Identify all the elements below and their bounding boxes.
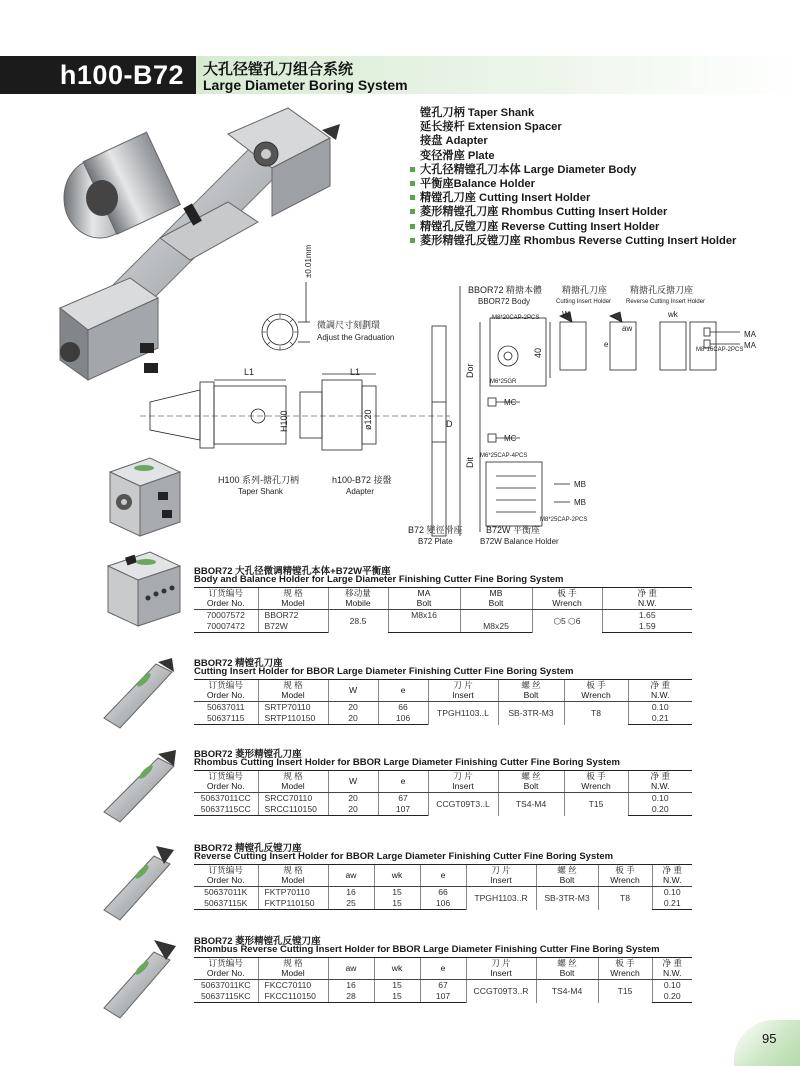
order-no: 50637011KC (200, 980, 251, 990)
ma-bolt-label: MA (744, 330, 756, 339)
d-dimension: D (446, 419, 453, 429)
header-en: N.W. (650, 780, 670, 791)
header-en: Order No. (206, 874, 245, 885)
model: FKCC70110 (258, 980, 328, 992)
wk-dimension: wk (668, 310, 678, 319)
ma-bolt (388, 621, 460, 633)
table-row (194, 980, 692, 992)
header-en: wk (391, 962, 403, 973)
table2-title-en: Cutting Insert Holder for BBOR Large Diameter Finishing Cutter Fine Boring System (194, 666, 574, 677)
header-en: e (400, 684, 406, 695)
table-row (194, 702, 692, 714)
model: FKTP110150 (258, 898, 328, 910)
mb-bolt-label: MB (574, 480, 586, 489)
aw-dimension: aw (622, 324, 633, 333)
page-title-en: Large Diameter Boring System (203, 77, 408, 93)
order-no: 50637011 (206, 702, 245, 712)
component-item: 镗孔刀柄 Taper Shank (420, 107, 535, 119)
wk-value: 15 (374, 991, 420, 1003)
header-en: Order No. (206, 689, 245, 700)
table1-title-cn: BBOR72 大孔径微调精镗孔本体+B72W平衡座 (194, 566, 391, 577)
l1-label: L1 (244, 367, 255, 377)
wrench: T15 (564, 793, 628, 816)
header-en: Bolt (559, 967, 575, 978)
header-en: Model (281, 967, 305, 978)
net-weight: 0.21 (652, 898, 692, 910)
mb-bolt-label: MB (574, 498, 586, 507)
header-en: N.W. (662, 967, 682, 978)
table-row (194, 610, 692, 622)
header-cn: 板 手 (615, 865, 635, 875)
adapter-label-en: Adapter (346, 487, 375, 496)
model: BBOR72 (258, 610, 328, 622)
dia120-dimension: ø120 (363, 409, 373, 430)
insert: CCGT09T3..L (428, 793, 498, 816)
header-en: Bolt (559, 874, 575, 885)
order-no: 50637011CC (200, 793, 251, 803)
header-cn: 订货编号 (208, 771, 243, 781)
header-cn: 移动量 (345, 588, 371, 598)
table2-title-cn: BBOR72 精镗孔刀座 (194, 658, 283, 669)
h100-dimension: H100 (279, 410, 289, 432)
model: SRTP70110 (258, 702, 328, 714)
header-cn: 订货编号 (208, 865, 243, 875)
header-en: e (440, 962, 446, 973)
w-dimension: W (562, 310, 570, 319)
header-cn: 净 重 (650, 771, 671, 781)
header-en: Insert (490, 967, 512, 978)
order-no: 50637115K (194, 898, 258, 910)
dit-dimension: Dit (465, 457, 475, 468)
order-no: 50637115KC (194, 991, 258, 1003)
wk-value: 15 (374, 980, 420, 992)
cutting-holder-label-en: Cutting Insert Holder (556, 299, 612, 305)
net-weight: 0.20 (652, 991, 692, 1003)
balance-holder-image (96, 548, 186, 638)
model: FKTP70110 (258, 887, 328, 899)
header-en: e (400, 775, 406, 786)
model: SRTP110150 (258, 713, 328, 725)
header-en: N.W. (650, 689, 670, 700)
net-weight: 0.10 (652, 887, 692, 899)
graduation-label-cn: 微調尺寸刻劃環 (317, 320, 381, 330)
aw-value: 16 (328, 887, 374, 899)
reverse-holder-label-cn: 精搪孔反搪刀座 (630, 285, 694, 295)
header-cn: 刀 片 (453, 680, 473, 690)
e-value: 107 (378, 804, 428, 816)
header-cn: 板 手 (586, 771, 606, 781)
component-item: 大孔径精镗孔刀本体 Large Diameter Body (420, 163, 736, 177)
header-en: W (348, 775, 358, 786)
header-en: aw (345, 962, 357, 973)
model: SRCC110150 (258, 804, 328, 816)
header-cn: 螺 丝 (521, 680, 541, 690)
bolt: SB-3TR-M3 (498, 702, 564, 725)
table3-title-en: Rhombus Cutting Insert Holder for BBOR Large Diameter Finishing Cutter Fine Boring System (194, 757, 620, 768)
rhombus-reverse-holder-image (96, 934, 186, 1026)
header-en: Insert (452, 780, 474, 791)
component-item: 延长接杆 Extension Spacer (420, 121, 562, 134)
net-weight: 0.10 (652, 980, 692, 992)
header-cn: 刀 片 (491, 958, 511, 968)
wk-value: 15 (374, 887, 420, 899)
header-cn: 板 手 (586, 680, 606, 690)
header-en: Model (281, 597, 305, 608)
header-cn: 订货编号 (208, 680, 243, 690)
component-item: 菱形精镗孔刀座 Rhombus Cutting Insert Holder (420, 205, 736, 219)
series-code: h100-B72 (59, 59, 184, 90)
net-weight: 1.59 (602, 621, 692, 633)
adapter-label-cn: h100-B72 接盤 (332, 475, 392, 485)
header-en: Model (281, 780, 305, 791)
header-en: Wrench (552, 597, 582, 608)
bolt-spec-3: M6*25GR (490, 379, 517, 385)
w-value: 20 (328, 804, 378, 816)
table5-title-cn: BBOR72 菱形精镗孔反镗刀座 (194, 936, 321, 947)
plate-label-en: B72 Plate (418, 537, 453, 546)
header-en: e (440, 869, 446, 880)
header-en: Wrench (581, 689, 611, 700)
cutting-insert-holder-image (96, 656, 186, 736)
header-en: Bolt (523, 689, 539, 700)
net-weight: 0.21 (628, 713, 692, 725)
header-en: aw (345, 869, 357, 880)
mc-bolt-label: MC (504, 398, 517, 407)
order-no: 50637115 (194, 713, 258, 725)
dim40-label: 40 (533, 347, 543, 358)
component-item: 接盘 Adapter (420, 135, 488, 148)
component-item: 变径滑座 Plate (420, 149, 495, 162)
header-cn: 规 格 (283, 588, 303, 598)
table5-title-en: Rhombus Reverse Cutting Insert Holder for BBOR Large Diameter Finishing Cutter Fine Boring System (194, 944, 660, 955)
mobile: 28.5 (328, 610, 388, 633)
ma-bolt: M8x16 (388, 610, 460, 622)
cutting-holder-label-cn: 精搪孔刀座 (562, 285, 608, 295)
header-en: Model (281, 874, 305, 885)
header-cn: 净 重 (637, 588, 658, 598)
e-dimension: e (604, 340, 609, 349)
bolt: TS4-M4 (498, 793, 564, 816)
header-en: Wrench (610, 967, 640, 978)
header-en: Bolt (523, 780, 539, 791)
component-item: 平衡座Balance Holder (420, 177, 736, 191)
header-cn: 螺 丝 (557, 865, 577, 875)
table-row (194, 621, 692, 633)
reverse-insert-holder-table (194, 864, 692, 910)
page-number: 95 (762, 1031, 777, 1046)
table1-title-en: Body and Balance Holder for Large Diameter Finishing Cutter Fine Boring System (194, 574, 564, 585)
wk-value: 15 (374, 898, 420, 910)
header-en: wk (391, 869, 403, 880)
w-value: 20 (328, 702, 378, 714)
body-label-cn: BBOR72 精搪本體 (468, 285, 543, 295)
wrench: ⬡5 ⬡6 (532, 610, 602, 633)
component-item: 菱形精镗孔反镗刀座 Rhombus Reverse Cutting Insert Holder (420, 234, 737, 247)
header-en: Wrench (581, 780, 611, 791)
insert: CCGT09T3..R (466, 980, 536, 1003)
header-cn: 订货编号 (208, 958, 243, 968)
e-value: 66 (378, 702, 428, 714)
aw-value: 28 (328, 991, 374, 1003)
header-cn: 规 格 (283, 865, 303, 875)
body-balance-table (194, 587, 692, 633)
net-weight: 0.10 (628, 793, 692, 805)
rhombus-insert-holder-image (96, 744, 186, 830)
insert: TPGH1103..R (466, 887, 536, 910)
rhombus-reverse-holder-table (194, 957, 692, 1003)
taper-shank-label-cn: H100 系列-搪孔刀柄 (218, 475, 300, 485)
header-cn: 订货编号 (208, 588, 243, 598)
header-en: Bolt (416, 597, 432, 608)
header-cn: 规 格 (283, 680, 303, 690)
w-value: 20 (328, 793, 378, 805)
taper-shank-label-en: Taper Shank (238, 487, 283, 496)
rhombus-insert-holder-table (194, 770, 692, 816)
reverse-insert-holder-image (96, 840, 186, 930)
aw-value: 25 (328, 898, 374, 910)
series-code-badge (0, 56, 196, 94)
page-title-cn: 大孔径镗孔刀组合系统 (203, 61, 354, 78)
balance-label-en: B72W Balance Holder (480, 537, 559, 546)
order-no: 50637115CC (194, 804, 258, 816)
header-cn: MA (417, 588, 431, 598)
header-cn: MB (489, 588, 503, 598)
header-cn: 净 重 (662, 958, 683, 968)
component-item: 精镗孔刀座 Cutting Insert Holder (420, 191, 736, 205)
header-cn: 刀 片 (491, 865, 511, 875)
header-en: Mobile (345, 597, 371, 608)
header-cn: 净 重 (650, 680, 671, 690)
order-no: 50637011K (204, 887, 248, 897)
e-value: 67 (420, 980, 466, 992)
balance-label-cn: B72W 平衡座 (486, 525, 541, 535)
order-no: 70007472 (194, 621, 258, 633)
mb-bolt (460, 610, 532, 622)
wrench: T8 (564, 702, 628, 725)
model: SRCC70110 (258, 793, 328, 805)
l1-label-adapter: L1 (350, 367, 361, 377)
table-row (194, 887, 692, 899)
header-en: Bolt (488, 597, 504, 608)
component-list (420, 106, 736, 248)
table4-title-en: Reverse Cutting Insert Holder for BBOR Large Diameter Finishing Cutter Fine Boring System (194, 851, 614, 862)
bolt-spec-2: M8*16CAP-2PCS (696, 347, 744, 353)
reverse-holder-label-en: Reverse Cutting Insert Holder (626, 299, 706, 305)
model: B72W (258, 621, 328, 633)
header-en: Wrench (610, 874, 640, 885)
bolt: SB-3TR-M3 (536, 887, 598, 910)
header-cn: 板 手 (557, 588, 577, 598)
aw-value: 16 (328, 980, 374, 992)
header-en: Insert (490, 874, 512, 885)
component-item: 精镗孔反镗刀座 Reverse Cutting Insert Holder (420, 220, 736, 234)
body-label-en: BBOR72 Body (478, 297, 531, 306)
e-value: 67 (378, 793, 428, 805)
net-weight: 0.10 (628, 702, 692, 714)
header-en: Order No. (206, 597, 245, 608)
header-en: Order No. (206, 780, 245, 791)
w-value: 20 (328, 713, 378, 725)
wrench: T8 (598, 887, 652, 910)
bolt: TS4-M4 (536, 980, 598, 1003)
header-en: Order No. (206, 967, 245, 978)
table4-title-cn: BBOR72 精镗孔反镗刀座 (194, 843, 302, 854)
header-cn: 净 重 (662, 865, 683, 875)
e-value: 107 (420, 991, 466, 1003)
e-value: 66 (420, 887, 466, 899)
net-weight: 0.20 (628, 804, 692, 816)
cutting-insert-holder-table (194, 679, 692, 725)
order-no: 70007572 (206, 610, 245, 620)
mc-bolt-label: MC (504, 434, 517, 443)
e-value: 106 (420, 898, 466, 910)
bolt-spec-1: M8*20CAP-2PCS (492, 315, 540, 321)
header-en: N.W. (662, 874, 682, 885)
mb-bolt: M8x25 (460, 621, 532, 633)
header-cn: 规 格 (283, 958, 303, 968)
plate-label-cn: B72 變徑滑座 (408, 525, 463, 535)
fine-adjust-label: ±0.01mm (304, 244, 313, 278)
table3-title-cn: BBOR72 菱形精镗孔刀座 (194, 749, 302, 760)
header-cn: 规 格 (283, 771, 303, 781)
wrench: T15 (598, 980, 652, 1003)
table-row (194, 793, 692, 805)
header-cn: 板 手 (615, 958, 635, 968)
header-en: Model (281, 689, 305, 700)
insert: TPGH1103..L (428, 702, 498, 725)
bolt-spec-4: M8*25CAP-2PCS (540, 517, 588, 523)
e-value: 106 (378, 713, 428, 725)
ma-bolt-label: MA (744, 341, 756, 350)
header-en: N.W. (637, 597, 657, 608)
header-en: W (348, 684, 358, 695)
bolt-spec-5: M6*25CAP-4PCS (480, 453, 528, 459)
header-cn: 螺 丝 (557, 958, 577, 968)
graduation-label-en: Adjust the Graduation (317, 333, 395, 342)
header-en: Insert (452, 689, 474, 700)
header-cn: 螺 丝 (521, 771, 541, 781)
dor-dimension: Dor (465, 363, 475, 378)
header-cn: 刀 片 (453, 771, 473, 781)
model: FKCC110150 (258, 991, 328, 1003)
net-weight: 1.65 (602, 610, 692, 622)
